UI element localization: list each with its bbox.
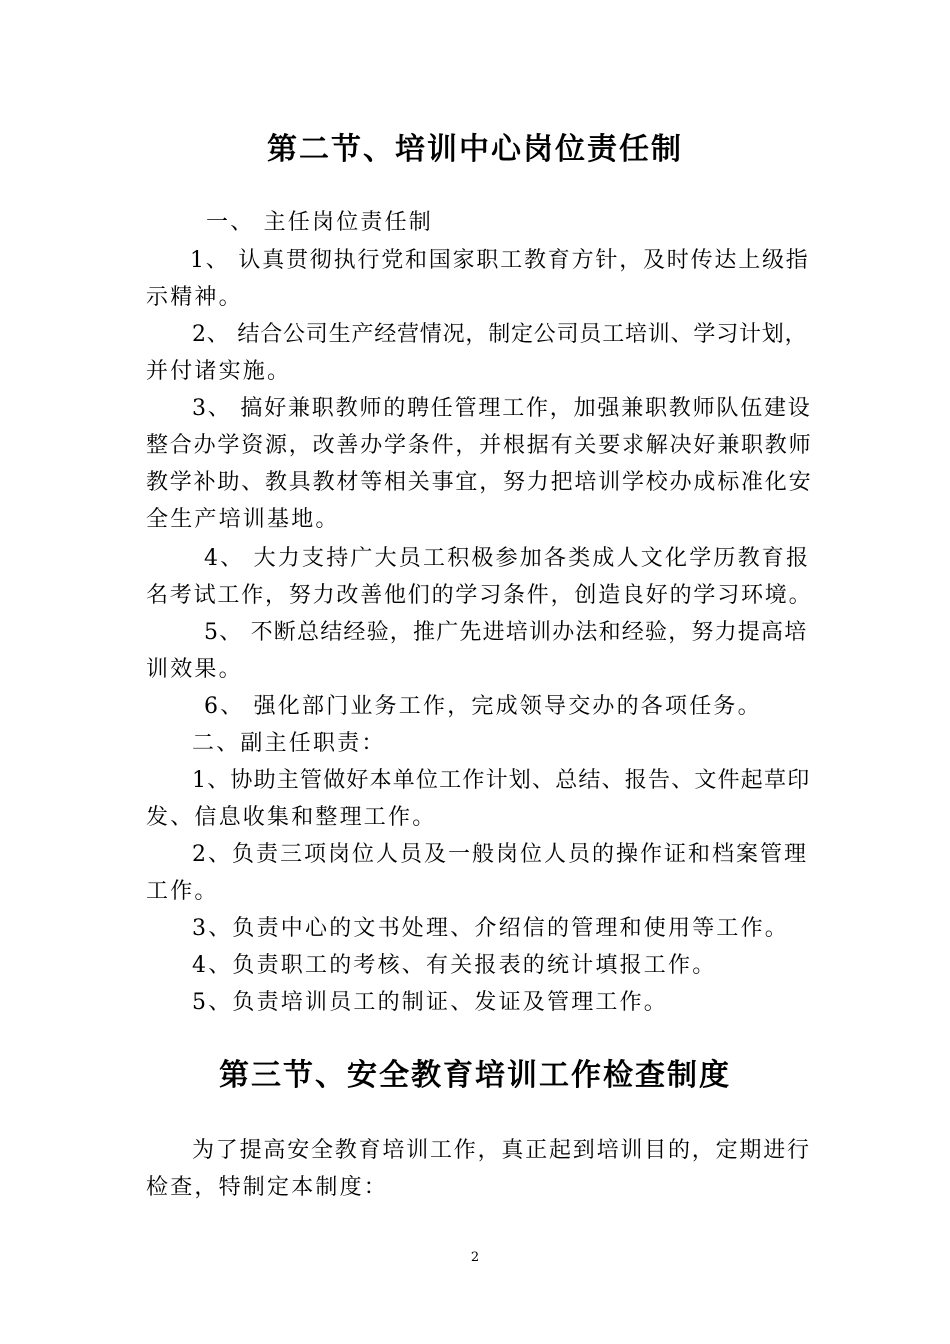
paragraph-line: 工作。 xyxy=(146,879,219,904)
paragraph-line: 示精神。 xyxy=(146,285,243,310)
paragraph-line: 全生产培训基地。 xyxy=(146,507,340,532)
paragraph-line: 整合办学资源，改善办学条件，并根据有关要求解决好兼职教师 xyxy=(146,433,813,458)
paragraph-line: 并付诸实施。 xyxy=(146,359,292,384)
paragraph-line: 发、信息收集和整理工作。 xyxy=(146,805,437,830)
paragraph-line: 为了提高安全教育培训工作，真正起到培训目的，定期进行 xyxy=(192,1138,811,1163)
paragraph-line: 3、 搞好兼职教师的聘任管理工作，加强兼职教师队伍建设 xyxy=(192,396,812,421)
section-2-title: 第二节、培训中心岗位责任制 xyxy=(267,132,683,167)
paragraph-line: 2、 结合公司生产经营情况，制定公司员工培训、学习计划， xyxy=(192,322,808,347)
paragraph-line: 训效果。 xyxy=(146,657,243,682)
paragraph-line: 1、协助主管做好本单位工作计划、总结、报告、文件起草印 xyxy=(192,768,811,793)
paragraph-line: 2、负责三项岗位人员及一般岗位人员的操作证和档案管理 xyxy=(192,842,808,867)
paragraph-line: 6、 强化部门业务工作，完成领导交办的各项任务。 xyxy=(204,694,762,719)
paragraph-line: 检查，特制定本制度： xyxy=(146,1175,389,1200)
paragraph-line: 3、负责中心的文书处理、介绍信的管理和使用等工作。 xyxy=(192,916,789,941)
page-number: 2 xyxy=(470,1250,480,1265)
paragraph-line: 1、 认真贯彻执行党和国家职工教育方针，及时传达上级指 xyxy=(190,248,810,273)
heading-director-duties: 一、 主任岗位责任制 xyxy=(206,210,433,235)
heading-deputy-director-duties: 二、副主任职责： xyxy=(192,731,386,756)
paragraph-line: 5、 不断总结经验，推广先进培训办法和经验，努力提高培 xyxy=(204,620,808,645)
paragraph-line: 名考试工作，努力改善他们的学习条件，创造良好的学习环境。 xyxy=(146,583,813,608)
paragraph-line: 5、负责培训员工的制证、发证及管理工作。 xyxy=(192,990,668,1015)
paragraph-line: 教学补助、教具教材等相关事宜，努力把培训学校办成标准化安 xyxy=(146,470,813,495)
paragraph-line: 4、负责职工的考核、有关报表的统计填报工作。 xyxy=(192,953,717,978)
section-3-title: 第三节、安全教育培训工作检查制度 xyxy=(219,1058,731,1093)
paragraph-line: 4、 大力支持广大员工积极参加各类成人文化学历教育报 xyxy=(204,546,811,571)
